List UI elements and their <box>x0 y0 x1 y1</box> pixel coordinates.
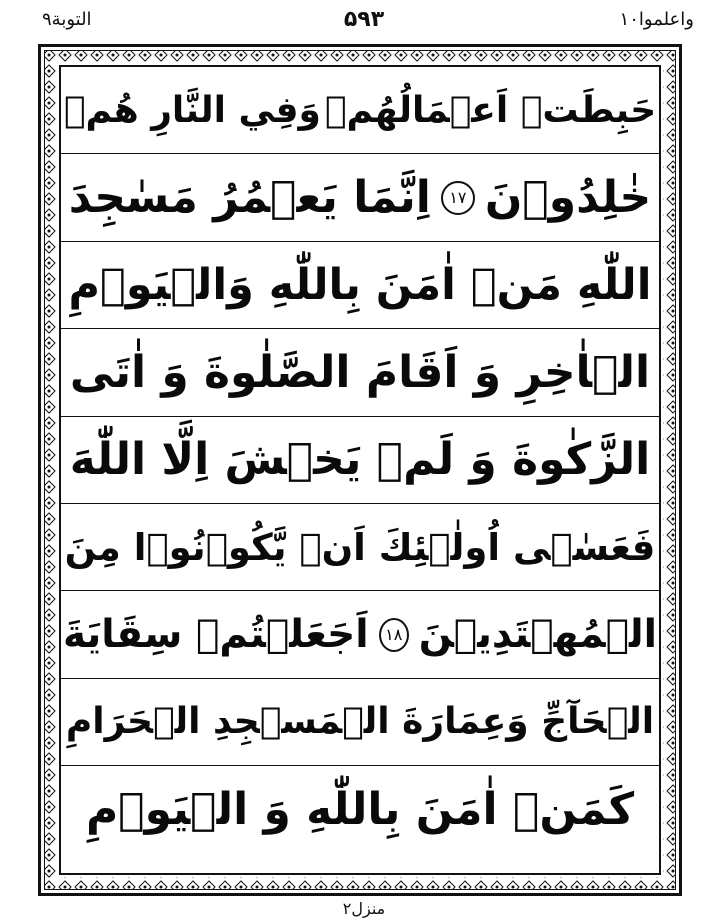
verse-text: حَبِطَتۡ اَعۡمَالُهُمۡ <box>324 89 657 131</box>
verse-line <box>61 591 659 678</box>
page-footer <box>0 898 728 920</box>
verse-text: فَعَسٰۤى اُولٰۤئِكَ اَنۡ يَّكُوۡنُوۡا مِنَ <box>64 525 656 569</box>
verse-line <box>61 329 659 416</box>
verse-line <box>61 504 659 591</box>
surah-title: التوبة٩ <box>42 9 92 30</box>
page-border-frame <box>38 44 682 896</box>
text-area <box>59 65 661 875</box>
manzil-label: منزل٢ <box>342 899 386 918</box>
verse-text: الۡحَآجِّ وَعِمَارَةَ الۡمَسۡجِدِ الۡحَرَامِ <box>65 701 655 743</box>
ayah-number-marker: ١٨ <box>379 618 409 652</box>
juz-title: واعلموا١٠ <box>619 9 694 30</box>
verse-text: الۡاٰخِرِ وَ اَقَامَ الصَّلٰوةَ وَ اٰتَى <box>69 346 651 398</box>
verse-text: كَمَنۡ اٰمَنَ بِاللّٰهِ وَ الۡيَوۡمِ <box>85 784 635 836</box>
verse-text: وَفِي النَّارِ هُمۡ <box>63 89 321 131</box>
verse-text: اِنَّمَا يَعۡمُرُ مَسٰجِدَ <box>68 172 431 224</box>
verse-text: اَجَعَلۡتُمۡ سِقَايَةَ <box>63 612 369 658</box>
verse-text: خٰلِدُوۡنَ <box>484 172 652 224</box>
page-header <box>0 0 728 44</box>
verse-line <box>61 242 659 329</box>
verse-line <box>61 417 659 504</box>
verse-line <box>61 679 659 766</box>
verse-line <box>61 67 659 154</box>
verse-lines <box>61 67 659 873</box>
verse-text: الزَّكٰوةَ وَ لَمۡ يَخۡشَ اِلَّا اللّٰهَ <box>69 434 651 486</box>
verse-text: اللّٰهِ مَنۡ اٰمَنَ بِاللّٰهِ وَالۡيَوۡمِ <box>68 259 652 310</box>
verse-line <box>61 766 659 853</box>
verse-text: الۡمُهۡتَدِيۡنَ <box>418 612 657 658</box>
verse-line <box>61 154 659 241</box>
page-number: ۵۹۳ <box>343 7 385 32</box>
ayah-number-marker: ١٧ <box>441 181 475 215</box>
